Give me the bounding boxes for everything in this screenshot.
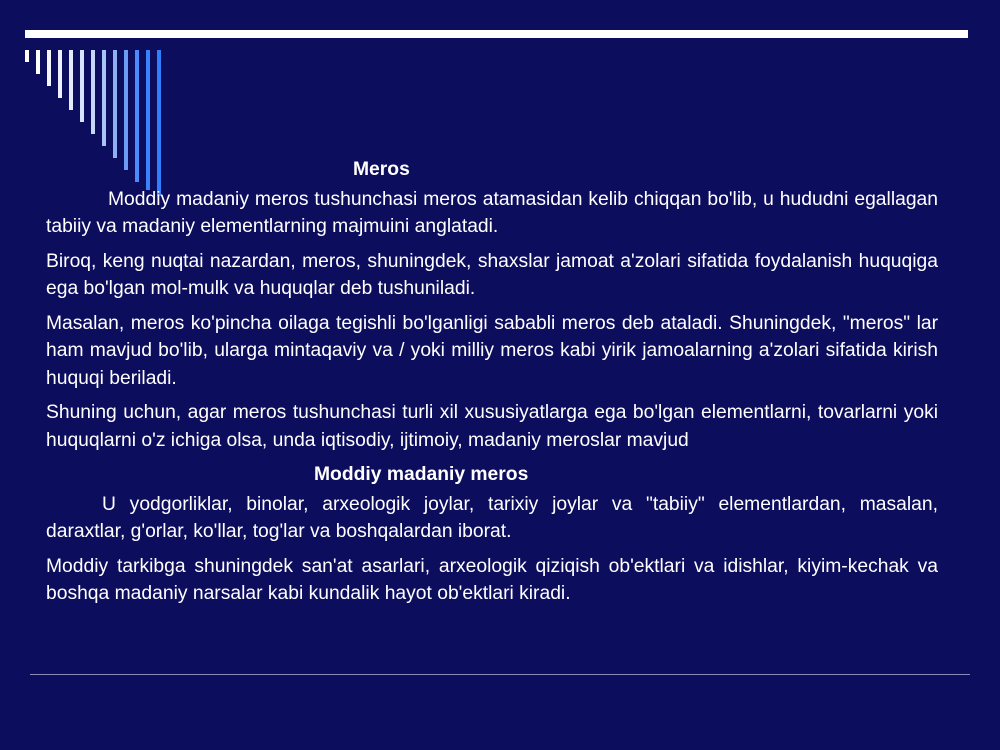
heading-moddiy-madaniy-meros: Moddiy madaniy meros — [314, 464, 529, 485]
bar-2 — [36, 50, 40, 74]
slide-content — [46, 156, 938, 615]
paragraph: Masalan, meros ko'pincha oilaga tegishli bo'lganligi sababli meros deb ataladi. Shuningdek, "meros" lar ham mavjud bo'lib, ularga mintaqaviy va / yoki milliy meros kabi yirik jamoalarning a'zolari sifatida kirish huquqi beriladi. — [46, 312, 938, 389]
bar-9 — [113, 50, 117, 158]
paragraph: Moddiy tarkibga shuningdek san'at asarlari, arxeologik qiziqish ob'ektlari va idishlar, kiyim-kechak va boshqa madaniy narsalar kabi kundalik hayot ob'ektlari kiradi. — [46, 555, 938, 604]
bar-3 — [47, 50, 51, 86]
bar-4 — [58, 50, 62, 98]
bar-8 — [102, 50, 106, 146]
paragraph: U yodgorliklar, binolar, arxeologik joylar, tarixiy joylar va "tabiiy" elementlardan, masalan, daraxtlar, g'orlar, ko'llar, tog'lar va boshqalardan iborat. — [46, 493, 938, 542]
bar-6 — [80, 50, 84, 122]
bar-7 — [91, 50, 95, 134]
paragraph: Shuning uchun, agar meros tushunchasi turli xil xususiyatlarga ega bo'lgan elementlarni, tovarlarni yoki huquqlarni o'z ichiga olsa, unda iqtisodiy, ijtimoiy, madaniy meroslar mavjud — [46, 402, 938, 451]
heading-meros: Meros — [353, 159, 410, 180]
bar-1 — [25, 50, 29, 62]
bar-10 — [124, 50, 128, 170]
paragraph: Moddiy madaniy meros tushunchasi meros atamasidan kelib chiqqan bo'lib, u hududni egallagan tabiiy va madaniy elementlarning majmuini anglatadi. — [46, 188, 938, 237]
bottom-rule — [30, 674, 970, 675]
bar-5 — [69, 50, 73, 110]
paragraph: Biroq, keng nuqtai nazardan, meros, shuningdek, shaxslar jamoat a'zolari sifatida foydalanish huquqiga ega bo'lgan mol-mulk va huquqlar deb tushuniladi. — [46, 250, 938, 299]
